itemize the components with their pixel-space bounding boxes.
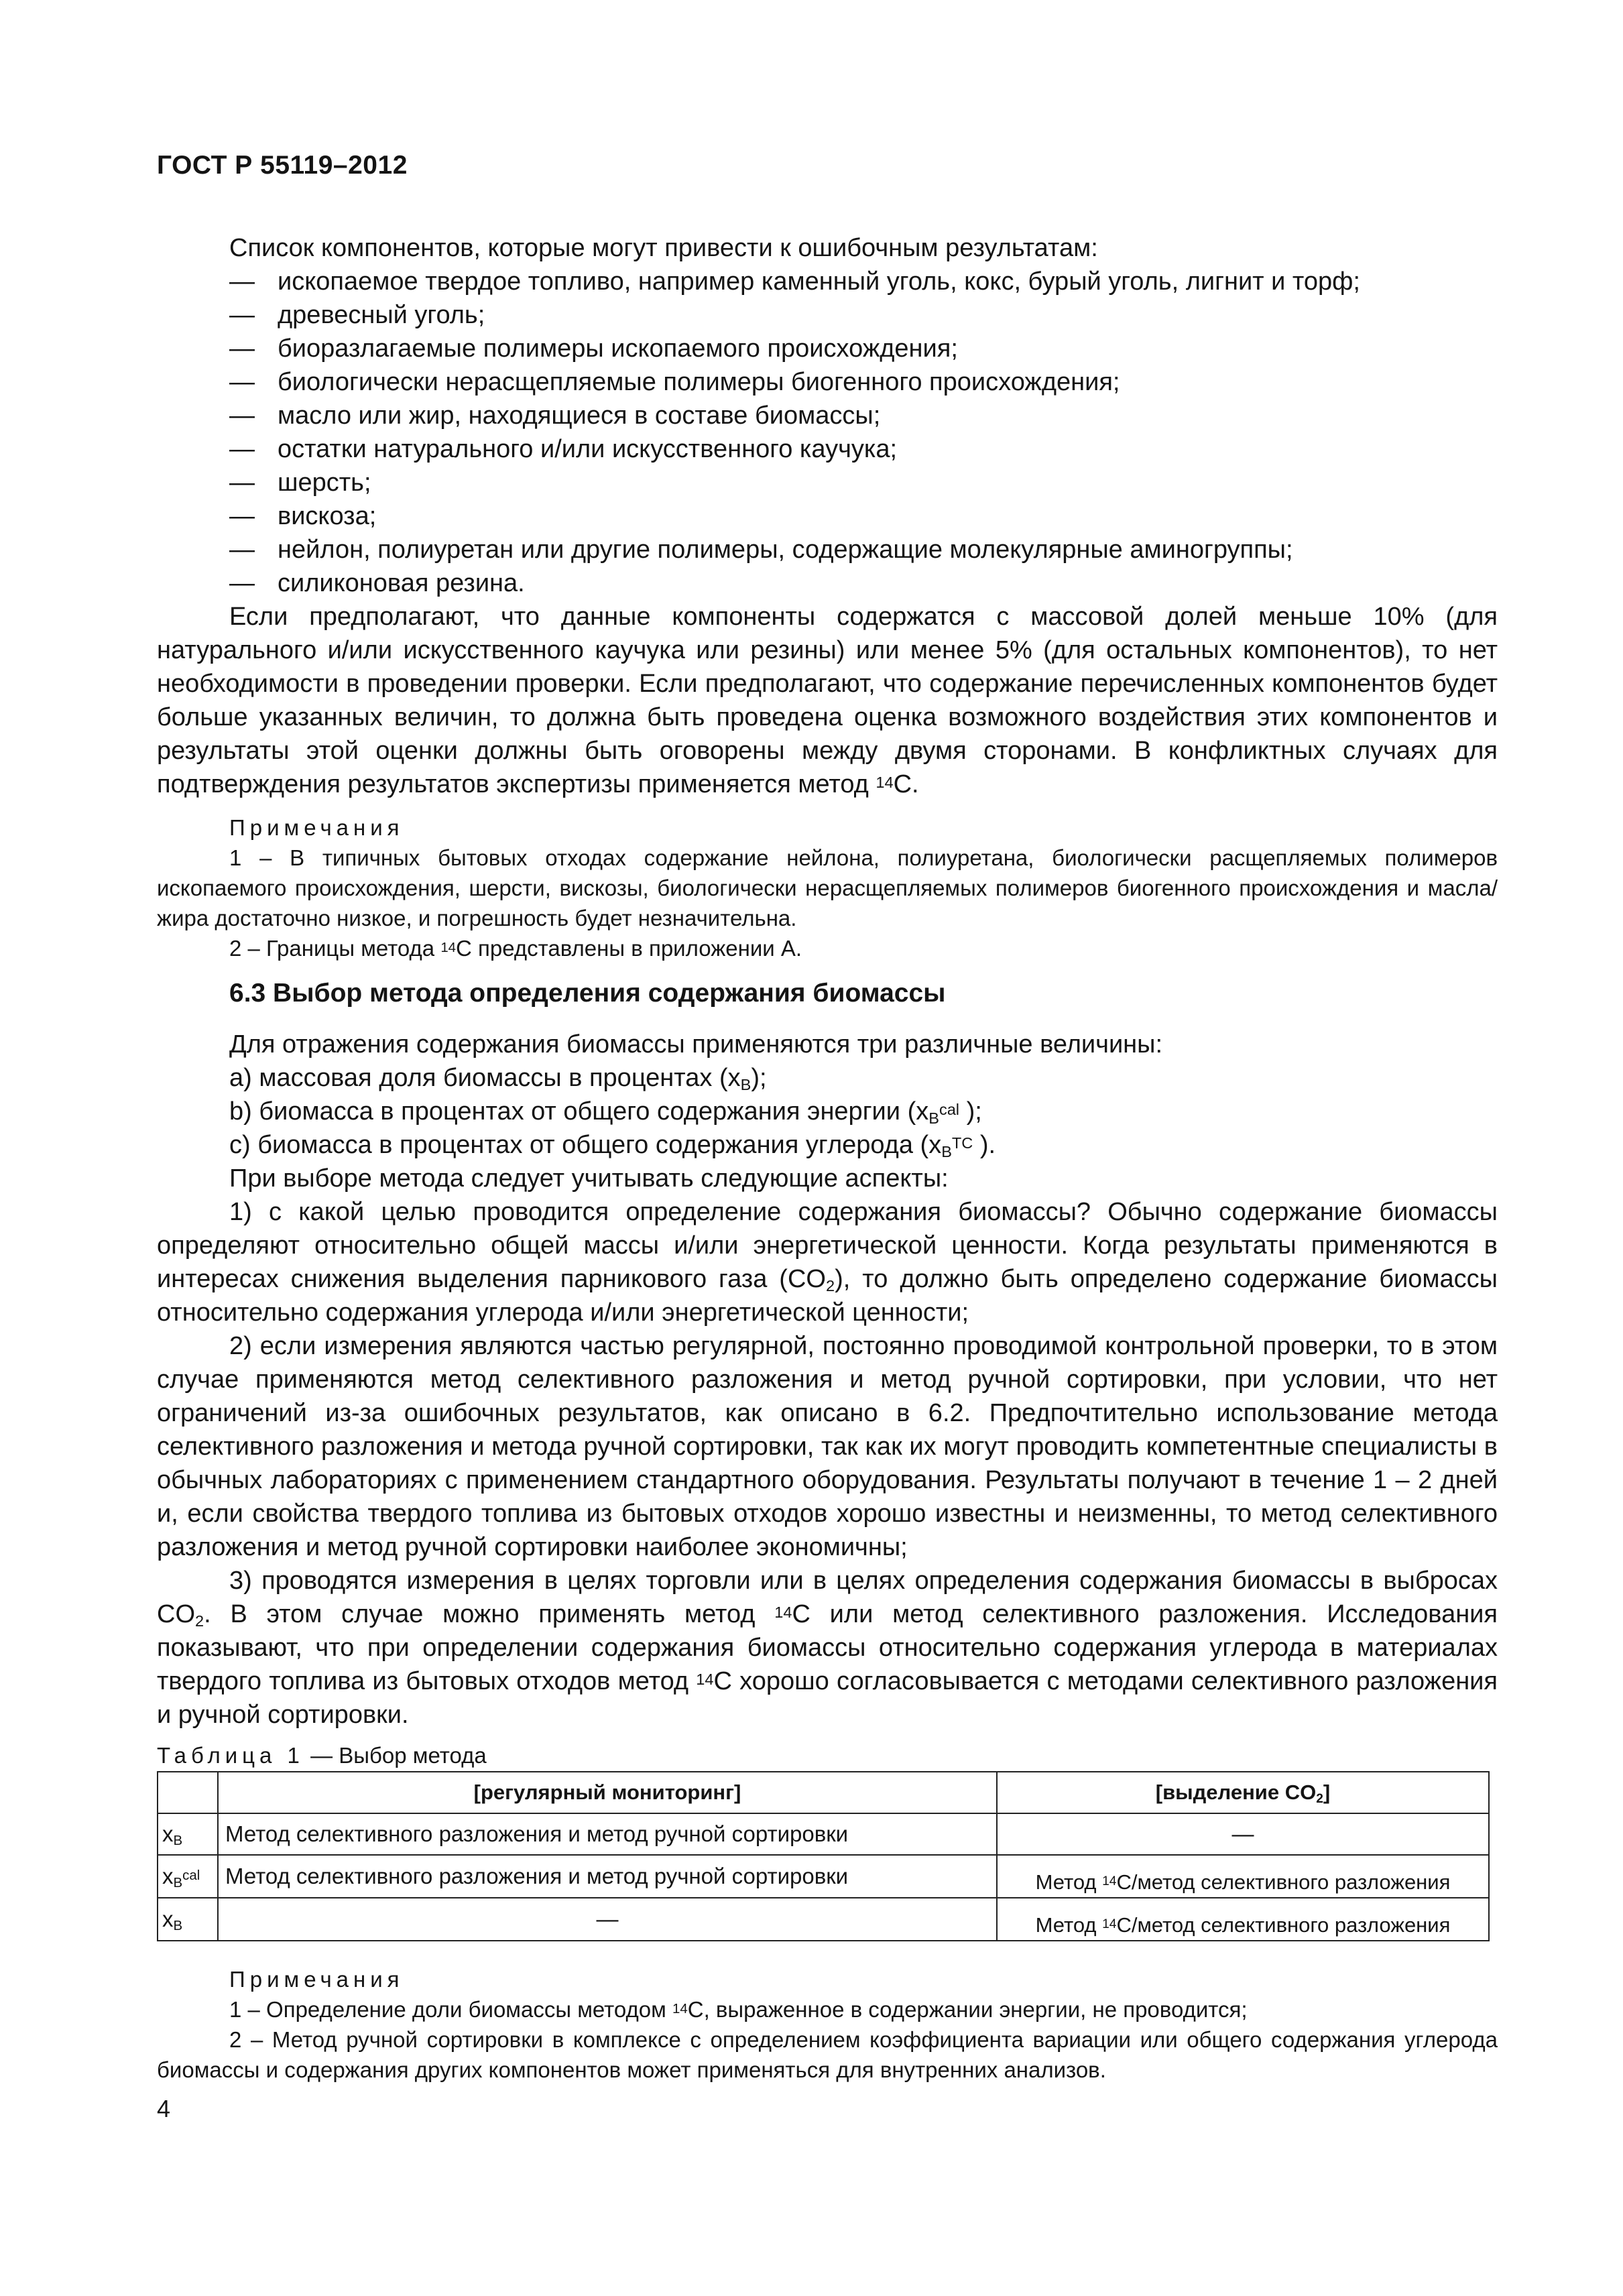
table-row-symbol: $x_B$ — [158, 1898, 218, 1941]
table-row — [158, 1813, 1489, 1855]
table-row — [158, 1898, 1489, 1941]
list-item — [157, 466, 1498, 499]
list-item — [157, 265, 1498, 298]
note-1: 1 – В типичных бытовых отходах содержание нейлона, полиуретана, биологически расщепляемых полимеров ископаемого происхождения, шерсти, вискозы, биологически нерасщепляемых полимеров биогенного происхождения и масла/жира достаточно низкое, и погрешность будет незначительна. — [157, 845, 1498, 930]
list-item — [157, 566, 1498, 600]
components-section — [157, 231, 1498, 801]
quantities-intro: Для отражения содержания биомассы применяются три различные величины: — [229, 1030, 1163, 1059]
list-item — [157, 499, 1498, 533]
page-number: 4 — [157, 2095, 171, 2122]
dash-marker: — — [229, 536, 255, 564]
list-item-text: ископаемое твердое топливо, например каменный уголь, кокс, бурый уголь, лигнит и торф; — [278, 267, 1360, 296]
table-row — [158, 1855, 1489, 1898]
list-item-text: шерсть; — [278, 469, 371, 497]
table-header-emission: [выделение $CO_2$] — [997, 1772, 1489, 1813]
dash-marker: — — [229, 469, 255, 497]
aspect-2: 2) если измерения являются частью регулярной, постоянно проводимой контрольной проверки, то в этом случае применяются метод селективного разложения и метод ручной сортировки, при условии, что нет ограничений из-за ошибочных результатов, как описано в 6.2. Предпочтительно использование метода селективного разложения и метода ручной сортировки, так как их могут проводить компетентные специалисты в обычных лабораториях с применением стандартного оборудования. Результаты получают в течение 1 – 2 дней и, если свойства твердого топлива из бытовых отходов хорошо известны и неизменны, то метод селективного разложения и метод ручной сортировки наиболее экономичны; — [157, 1332, 1498, 1561]
aspects-intro: При выборе метода следует учитывать следующие аспекты: — [229, 1164, 949, 1193]
list-item-text: древесный уголь; — [278, 301, 485, 329]
dash-marker: — — [229, 402, 255, 430]
dash-marker: — — [229, 335, 255, 363]
note-2: 2 – Границы метода $^{14}$C представлены в приложении А. — [229, 936, 802, 961]
aspect-1: 1) с какой целью проводится определение содержания биомассы? Обычно содержание биомассы определяют относительно общей массы и/или энергетической ценности. Когда результаты применяются в интересах снижения выделения парникового газа $(CO_2)$, то должно быть определено содержание биомассы относительно содержания углерода и/или энергетической ценности; — [157, 1198, 1498, 1327]
list-item — [157, 399, 1498, 432]
list-item-text: вискоза; — [278, 502, 377, 530]
list-item — [157, 533, 1498, 566]
notes-block-2 — [157, 1964, 1498, 2085]
table-note-2: 2 – Метод ручной сортировки в комплексе с определением коэффициента вариации или общего содержания углерода биомассы и содержания других компонентов может применяться для внутренних анализов. — [157, 2027, 1498, 2082]
components-intro: Список компонентов, которые могут привести к ошибочным результатам: — [229, 234, 1098, 262]
list-item-text: биологически нерасщепляемые полимеры биогенного происхождения; — [278, 368, 1120, 396]
list-item — [157, 432, 1498, 466]
table-header-regular: [регулярный мониторинг] — [218, 1772, 997, 1813]
components-list — [157, 265, 1498, 600]
list-item-text: остатки натурального и/или искусственного каучука; — [278, 435, 898, 463]
dash-marker: — — [229, 368, 255, 396]
dash-marker: — — [229, 502, 255, 530]
dash-marker: — — [229, 435, 255, 463]
list-item — [157, 332, 1498, 365]
table-cell-emission: — — [997, 1813, 1489, 1855]
table-caption: Таблица 1 — Выбор метода — [157, 1743, 487, 1768]
check-paragraph: Если предполагают, что данные компоненты содержатся с массовой долей меньше 10% (для натурального и/или искусственного каучука или резины) или менее 5% (для остальных компонентов), то нет необходимости в проведении проверки. Если предполагают, что содержание перечисленных компонентов будет больше указанных величин, то должна быть проведена оценка возможного воздействия этих компонентов и результаты этой оценки должны быть оговорены между двумя сторонами. В конфликтных случаях для подтверждения результатов экспертизы применяется метод $^{14}$C. — [157, 603, 1498, 798]
section-title: 6.3 Выбор метода определения содержания биомассы — [229, 979, 946, 1008]
table-note-1: 1 – Определение доли биомассы методом $^{14}$C, выраженное в содержании энергии, не проводится; — [229, 1997, 1248, 2022]
table-header-row — [158, 1772, 1489, 1813]
table-row-symbol: $x_B$ — [158, 1813, 218, 1855]
notes-block-1 — [157, 812, 1498, 963]
notes-title: Примечания — [229, 1967, 404, 1992]
dash-marker: — — [229, 267, 255, 296]
dash-marker: — — [229, 301, 255, 329]
list-item — [157, 365, 1498, 399]
table-cell-emission: Метод $^{14}$C/метод селективного разложения — [997, 1898, 1489, 1941]
document-header: ГОСТ Р 55119–2012 — [157, 151, 408, 180]
aspect-3: 3) проводятся измерения в целях торговли или в целях определения содержания биомассы в выбросах $CO_2$. В этом случае можно применять метод $^{14}$C или метод селективного разложения. Исследования показывают, что при определении содержания биомассы относительно содержания углерода в материалах твердого топлива из бытовых отходов метод $^{14}$C хорошо согласовывается с методами селективного разложения и ручной сортировки. — [157, 1567, 1498, 1729]
list-item-text: нейлон, полиуретан или другие полимеры, содержащие молекулярные аминогруппы; — [278, 536, 1293, 564]
quantity-c: c) биомасса в процентах от общего содержания углерода ($x_B^{TC}$ ). — [229, 1131, 996, 1160]
list-item-text: биоразлагаемые полимеры ископаемого происхождения; — [278, 335, 958, 363]
table-header-empty — [158, 1772, 218, 1813]
list-item-text: масло или жир, находящиеся в составе биомассы; — [278, 402, 881, 430]
table-cell-regular: — — [218, 1898, 997, 1941]
quantity-a: a) массовая доля биомассы в процентах $(x_B)$; — [229, 1064, 767, 1093]
notes-title: Примечания — [229, 815, 404, 840]
list-item — [157, 298, 1498, 332]
method-selection-table — [157, 1771, 1490, 1941]
table-row-symbol: $x_B^{cal}$ — [158, 1855, 218, 1898]
section-6-3 — [157, 975, 1498, 1732]
table-cell-regular: Метод селективного разложения и метод ручной сортировки — [218, 1813, 997, 1855]
dash-marker: — — [229, 569, 255, 597]
table-cell-emission: Метод $^{14}$C/метод селективного разложения — [997, 1855, 1489, 1898]
table-cell-regular: Метод селективного разложения и метод ручной сортировки — [218, 1855, 997, 1898]
quantity-b: b) биомасса в процентах от общего содержания энергии ($x_B^{cal}$ ); — [229, 1097, 982, 1127]
list-item-text: силиконовая резина. — [278, 569, 525, 597]
